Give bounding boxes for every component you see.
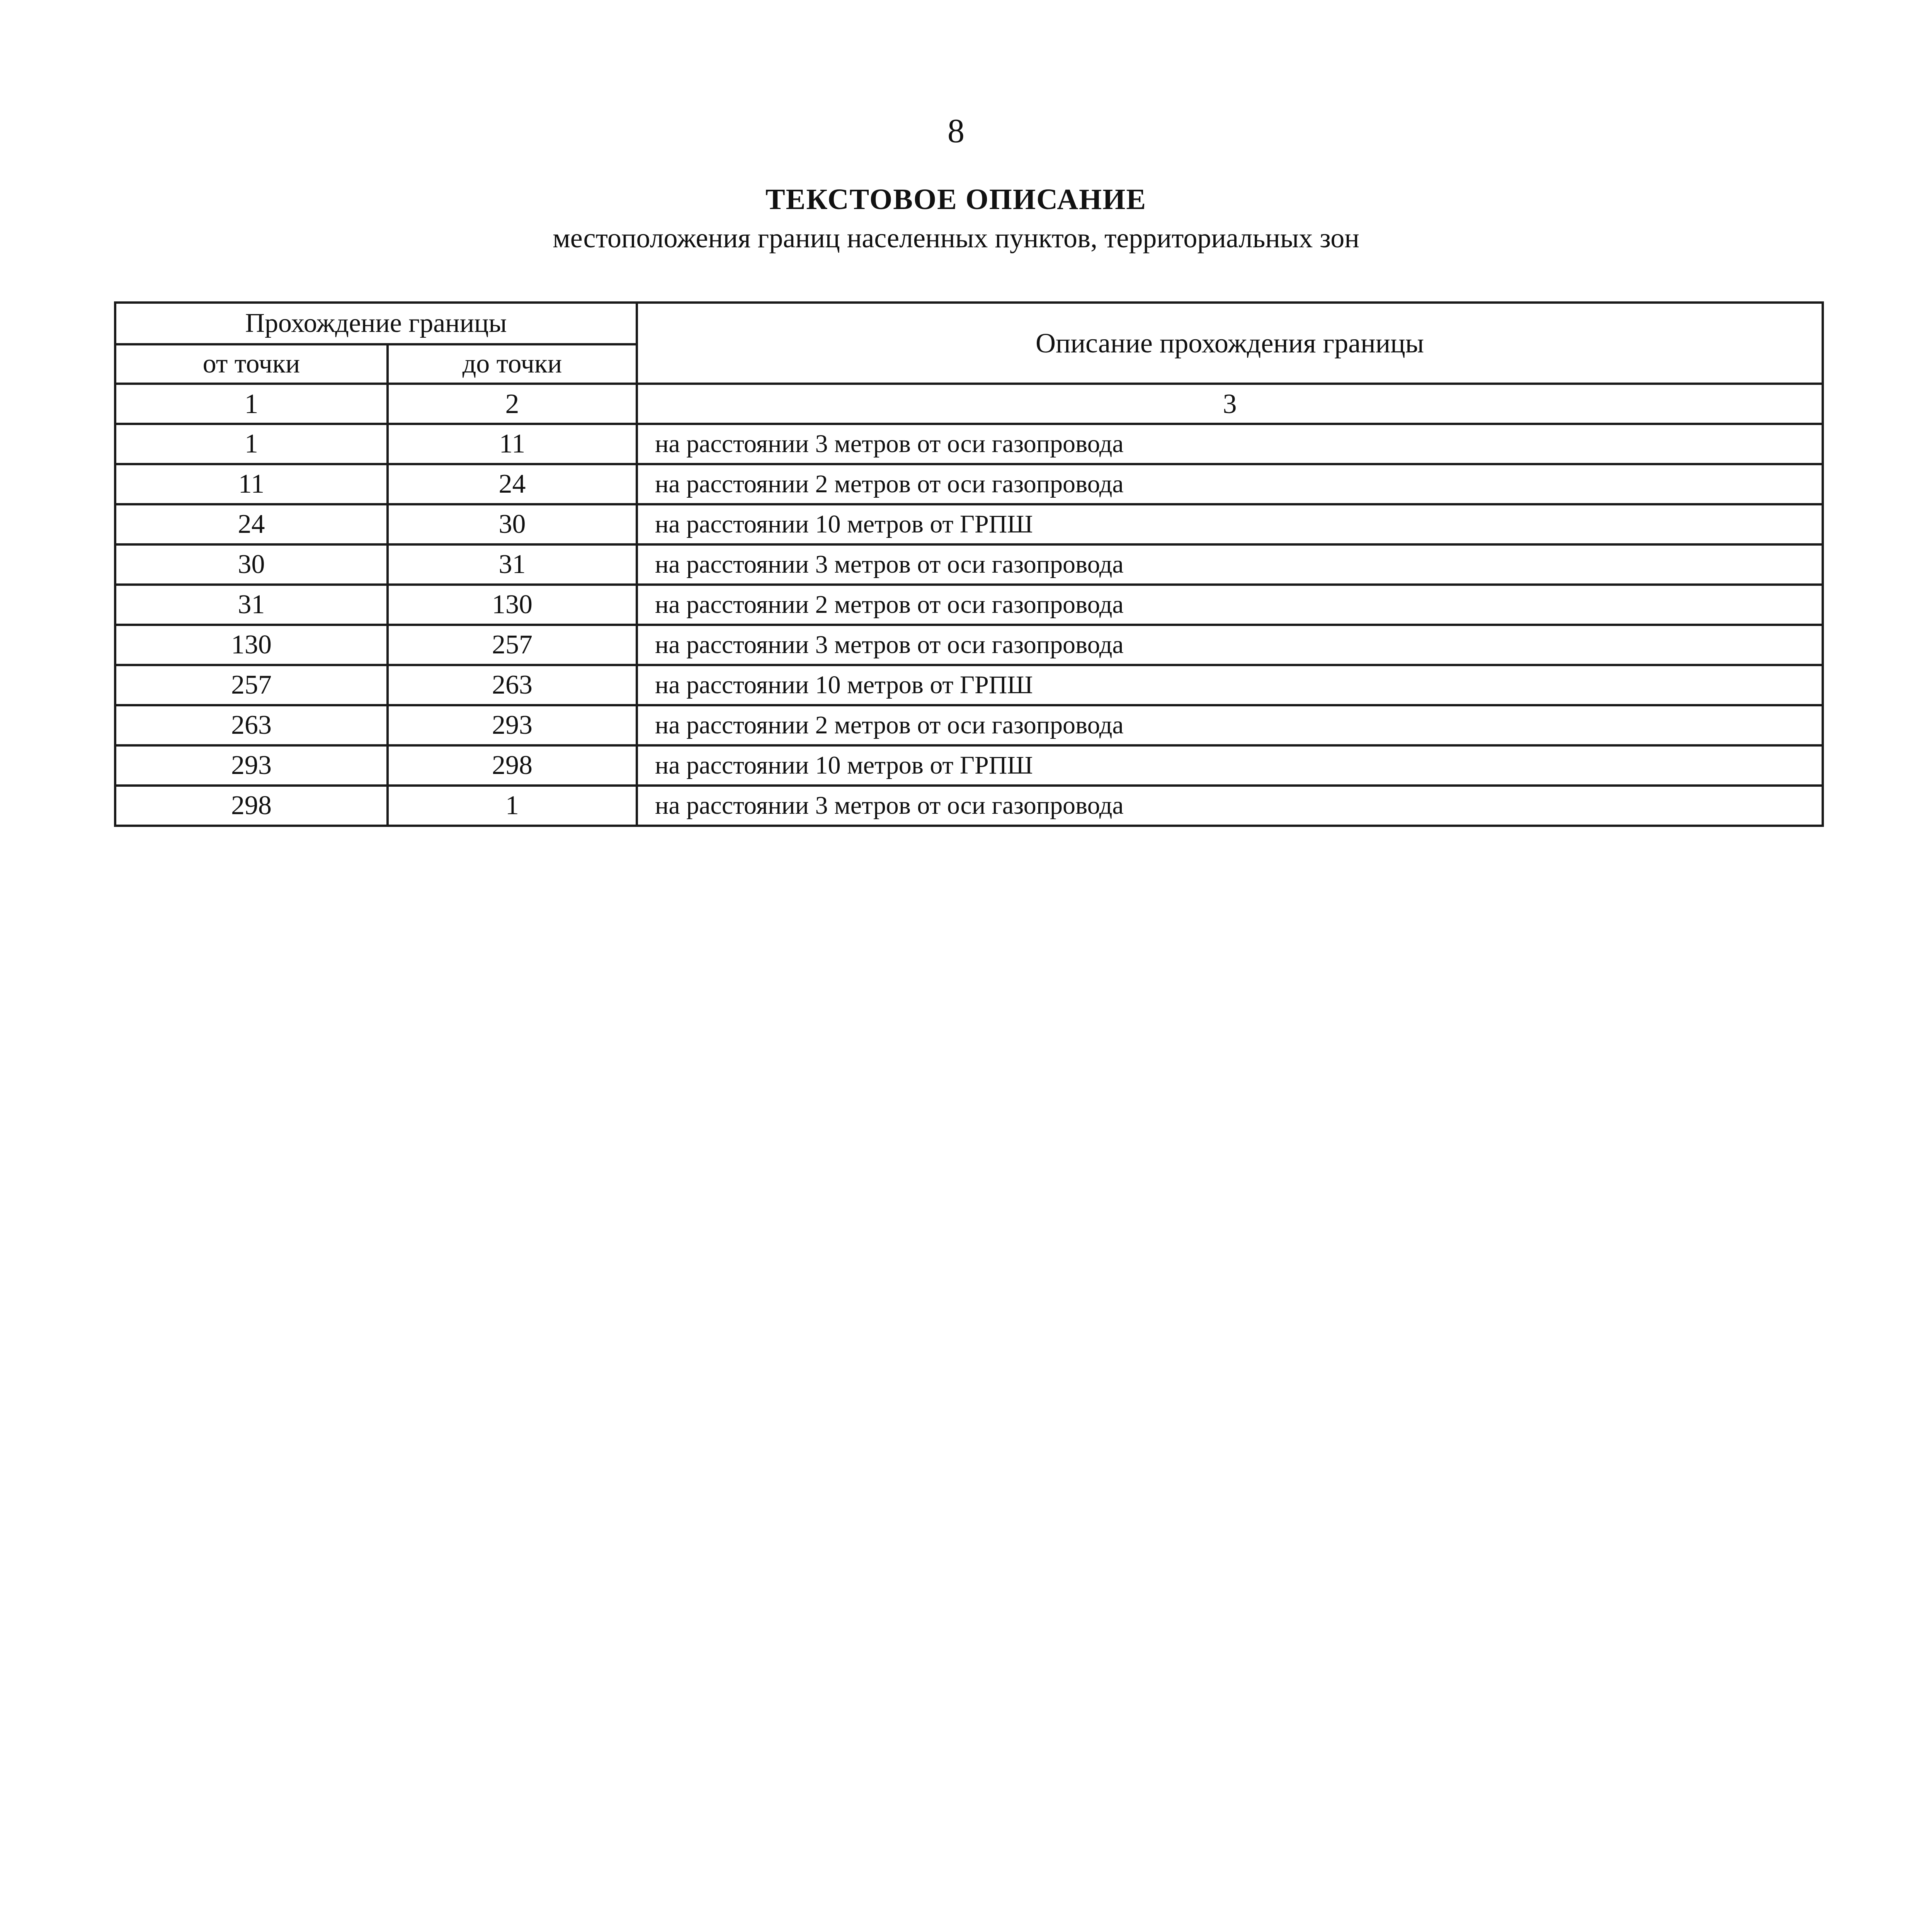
table-row — [115, 745, 1823, 786]
description-cell: на расстоянии 10 метров от ГРПШ — [637, 745, 1823, 786]
table-row — [115, 585, 1823, 625]
document-title: ТЕКСТОВОЕ ОПИСАНИЕ — [765, 183, 1147, 216]
from-point-cell: 257 — [115, 665, 388, 705]
header-to-point: до точки — [388, 344, 637, 384]
to-point-cell: 31 — [388, 544, 637, 585]
description-cell: на расстоянии 2 метров от оси газопровода — [637, 585, 1823, 625]
table-row — [115, 786, 1823, 826]
description-cell: на расстоянии 3 метров от оси газопровода — [637, 786, 1823, 826]
from-point-cell: 24 — [115, 504, 388, 544]
table-row — [115, 705, 1823, 745]
column-number: 3 — [637, 384, 1823, 424]
header-description: Описание прохождения границы — [637, 303, 1823, 384]
from-point-cell: 263 — [115, 705, 388, 745]
header-from-point: от точки — [115, 344, 388, 384]
column-number: 1 — [115, 384, 388, 424]
to-point-cell: 130 — [388, 585, 637, 625]
to-point-cell: 263 — [388, 665, 637, 705]
to-point-cell: 298 — [388, 745, 637, 786]
to-point-cell: 293 — [388, 705, 637, 745]
from-point-cell: 130 — [115, 625, 388, 665]
to-point-cell: 30 — [388, 504, 637, 544]
description-cell: на расстоянии 10 метров от ГРПШ — [637, 504, 1823, 544]
to-point-cell: 11 — [388, 424, 637, 464]
page-number: 8 — [947, 112, 965, 150]
document-subtitle: местоположения границ населенных пунктов, территориальных зон — [553, 223, 1359, 253]
column-number: 2 — [388, 384, 637, 424]
from-point-cell: 298 — [115, 786, 388, 826]
from-point-cell: 293 — [115, 745, 388, 786]
table-row — [115, 424, 1823, 464]
from-point-cell: 11 — [115, 464, 388, 504]
table-row — [115, 544, 1823, 585]
to-point-cell: 1 — [388, 786, 637, 826]
from-point-cell: 31 — [115, 585, 388, 625]
description-cell: на расстоянии 2 метров от оси газопровода — [637, 464, 1823, 504]
table-row — [115, 504, 1823, 544]
description-cell: на расстоянии 3 метров от оси газопровода — [637, 625, 1823, 665]
to-point-cell: 24 — [388, 464, 637, 504]
description-cell: на расстоянии 3 метров от оси газопровода — [637, 424, 1823, 464]
description-cell: на расстоянии 10 метров от ГРПШ — [637, 665, 1823, 705]
description-cell: на расстоянии 3 метров от оси газопровода — [637, 544, 1823, 585]
to-point-cell: 257 — [388, 625, 637, 665]
table-row — [115, 665, 1823, 705]
table-row — [115, 625, 1823, 665]
boundary-description-table — [114, 301, 1824, 827]
header-boundary-passage: Прохождение границы — [115, 303, 637, 344]
table-row — [115, 464, 1823, 504]
from-point-cell: 30 — [115, 544, 388, 585]
from-point-cell: 1 — [115, 424, 388, 464]
description-cell: на расстоянии 2 метров от оси газопровода — [637, 705, 1823, 745]
